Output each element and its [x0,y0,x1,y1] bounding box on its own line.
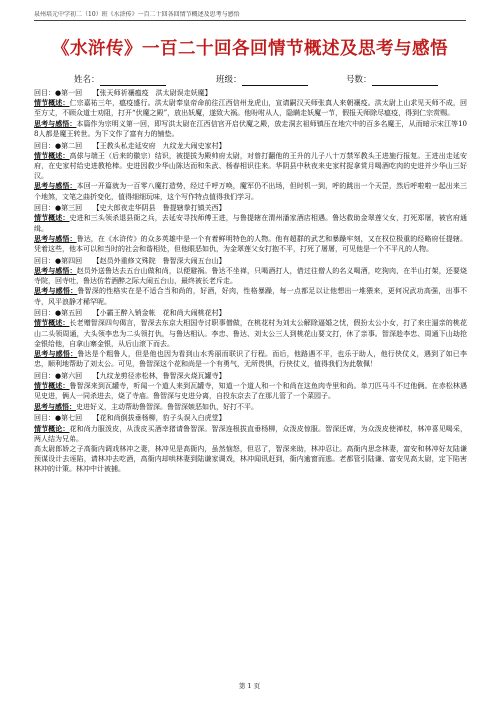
plot-label: 情节概述： [34,98,70,108]
chapter-heading: 回目：●第二回 【王教头私走延安府 九纹龙大闹史家村】 [34,141,226,150]
plot-label: 情节概述： [34,318,70,328]
chapter-heading: 回目：●第五回 【小霸王醉入销金帐 花和尚大闹桃花村】 [34,309,226,318]
plot-summary [34,381,467,401]
plot-summary [34,98,467,118]
reflection [34,349,467,369]
plot-label: 情节概述： [34,381,70,391]
reflection-text: 史进好义，主动帮助鲁智深。鲁智深嫉恶如仇，好打不平。 [76,402,258,411]
plot-text: 史进和三头领杀退县衙之兵，去延安寻找师傅王进，与鲁提辖在渭州潘家酒店相遇。鲁达救助金翠莲父女，打死郑屠，被官府通缉。 [34,214,467,233]
plot-label: 思考与感悟： [34,265,77,275]
reflection-text: 鲁达是个粗鲁人，但是他也因为看到山水秀丽而联识了行程。而后，他路遇不平，也乐于助人，他行侠仗义，遇到了如已李忠，顺利地帮助了刘太公。可见，鲁智深这个花和尚是一个有勇气，无所畏惧，行侠仗义，值得我们为此敬佩！ [34,350,468,369]
reflection-label: 思考与感悟： [34,401,76,411]
reflection-text: 本回一开篇就为一百零八魔打造势，经过千呼万唤，魔军仍不出场，但时机一到，呼的跳出一个天罡，然后呼啦啦一起出来三个地煞，文笔之曲折变化，值得细细玩味，这个写作特点值得我们学习。 [34,182,468,201]
reflection-text: 本篇作为宗明义第一回，即写洪太尉在江西信宫开启伏魔之殿，放走洞玄祖师镇压在地穴中的百多名魔王，从而暗示宋江等108人都是魔王转世。为下文作了富有力的铺垫。 [34,119,468,138]
number-field [346,75,438,86]
class-label: 班级： [216,75,242,85]
reflection [34,286,467,306]
running-header: 泉州培元中学初二（10）班《水浒传》一百二十回各回情节概述及思考与感悟 [34,11,466,21]
plot-label: 情节概述： [34,213,70,223]
name-field [74,75,166,86]
name-blank [100,76,166,86]
chapter-heading: 回目：●第七回 【花和尚倒拔垂杨柳，豹子头误入白虎堂】 [34,414,226,423]
document-title: 《水浒传》一百二十回各回情节概述及思考与感悟 [52,39,448,59]
page-number: 第 1 页 [238,682,261,690]
plot-text: 仁宗嘉祐三年，瘟疫盛行。洪太尉奉皇帝命前往江西信州龙虎山，宣请嗣汉天师张真人来朝禳疫。洪太尉上山求见天师不成，回至方丈，不顾众道士劝阻，打开“伏魔之殿”，放出妖魔，遂致大祸。他吩咐从人，隐瞒走妖魔一节，假报天师除尽瘟疫，得到仁宗赏赐。 [34,99,467,118]
reflection [34,234,467,254]
reflection [34,119,467,139]
chapter-list [34,88,467,475]
chapter-heading: 回目：●第六回 【九纹龙剪径赤松林，鲁智深火烧瓦罐寺】 [34,371,226,380]
plot-label: 情节概论： [34,423,70,433]
plot-text: 鲁智深来到瓦罐寺，听闻一个道人来到瓦罐寺，知道一个道人和一个和尚在这鱼肉寺里和尚。单刀匹马斗不过他俩。在赤松林遇见史进，俩人一同杀进去，烧了寺庙。鲁智深与史进分离，自投东京去了在那儿管了一个菜园子。 [34,382,467,401]
number-blank [372,76,438,86]
plot-summary [34,213,467,233]
number-label: 号数： [346,75,372,85]
reflection-label: 思考与感悟： [34,286,78,296]
plot-summary [34,266,467,286]
reflection-text: 鲁智深的性格实在是不适合当和尚的，好酒，好肉，性格暴躁，每一点都足以让他想出一堆猥来，更何况武功高强，出事不寺，风平浪静才稀罕呢。 [34,287,468,306]
plot-text: 高俅与端王（后来的徽宗）结识，被提拔为殿帅府太尉，对曾打翻他的王升的儿子八十万禁军教头王进施行报复。王进出走延安府，在史家村给史进教枪棒。史进因救少华山陈达而和朱武、杨春相识往来。华阴县中秋夜来史家村捉拿赏月喝酒吃肉的史进并少华山三好汉。 [34,151,467,181]
plot-label: 情节概述： [34,150,70,160]
plot-summary [34,151,467,182]
reflection-label: 思考与感悟： [34,118,77,128]
reflection-label: 思考与感悟： [34,349,78,359]
chapter-heading: 回目：●第一回 【张天师祈禳瘟疫 洪太尉误走妖魔】 [34,89,212,97]
plot-text: 长老赠智深四句偈言，智深去东京大相国寺讨职事僧做，在桃花村为刘太公解除逼婚之忧，假扮太公小女，打了来庄逼亲的桃花山二头领周通，大头领李忠为二头领打仇，与鲁达相认。李忠、鲁达、刘太公三人到桃花山要文打，休了亲事。智深趁李忠、周通下山劫抢金银给他，自拿山寨金银，从后山滚下而去。 [34,319,467,348]
chapter-heading: 回目：●第四回 【赵员外重修文殊院 鲁智深大闹五台山】 [34,256,226,265]
plot-summary [34,424,467,475]
plot-text: 花和尚力服泼皮，从泼皮买酒幸猪请鲁智深。智深连根拔直垂杨柳，众泼皮惊服。智深还席，为众泼皮使禅杖，林冲喜见喝采，两人结为兄弟。 高太尉郎娇之子高衙内调戏林冲之妻，林冲见是高衙内，虽然恼怒，但忍了，智深来助，林冲忍让。高衙内思念林妻，富安和林冲好友陆谦预谋设计去诬陷，请林冲去吃酒，高衙内却哄林妻到陆谦家调戏，林冲闻讯赶到，衙内逾窗而逃。老都管引陆谦、富安见高太尉，定下陷害林冲的计策。林冲中计被捕。 [34,424,467,474]
name-label: 姓名： [74,75,100,85]
reflection-text: 鲁达，在《水浒传》的众多英雄中是一个有着鲜明特色的人物。他有超群的武艺和暴躁牢刻，又在权位极重的经略府任提辖。凭着这些，他本可以和当时的社会和谐相处，但他眼恶如仇，为金翠莲父女打抱不平，打死了屠屠，可见他是一个不平凡的人物。 [34,234,468,254]
chapter-heading: 回目：●第三回 【史大郎夜走华阴县 鲁提辖拳打镇关西】 [34,204,226,213]
reflection-label: 思考与感悟： [34,181,77,191]
class-field [216,75,308,86]
plot-summary [34,318,467,349]
class-blank [242,76,308,86]
reflection-label: 思考与感悟： [34,233,77,243]
reflection [34,402,467,412]
reflection [34,181,467,201]
plot-text: 赵员外送鲁达去五台山做和尚，以便避祸。鲁达不坐禅，只喝酒打人，借过往僧人的名义喝酒，吃狗肉，在半山打架，还要烧寺院，回寺吐，鲁达仿若酒醉之际大闹五台山，最终被长老斥走。 [34,266,468,286]
